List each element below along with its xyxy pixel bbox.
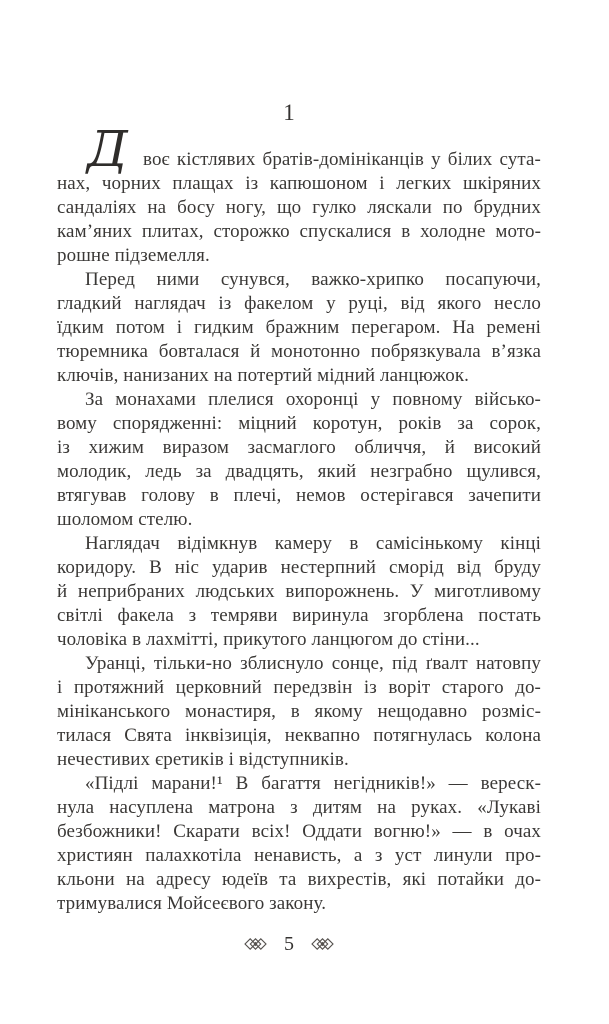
paragraph xyxy=(57,120,541,268)
diamond-ornament-icon xyxy=(244,937,267,951)
text-line: шоломом стелю. xyxy=(57,509,193,530)
text-line: Наглядач відімкнув камеру в самісінькому кінці xyxy=(85,533,541,554)
drop-cap-letter: Д xyxy=(87,120,128,178)
chapter-number: 1 xyxy=(283,100,295,125)
paragraph xyxy=(57,532,541,652)
text-line: гладкий наглядач із факелом у руці, від якого несло xyxy=(57,293,541,314)
text-line: християн палахкотіла ненависть, а з уст линули про- xyxy=(57,845,541,866)
text-line: чоловіка в лахмітті, прикутого ланцюгом до стіни... xyxy=(57,629,480,650)
text-line: тюремника бовталася й монотонно побрязкувала в’язка xyxy=(57,341,541,362)
paragraph xyxy=(57,772,541,916)
text-line: воє кістлявих братів-домініканців у білих сута- xyxy=(143,149,541,170)
text-line: нах, чорних плащах із капюшоном і легких шкіряних xyxy=(57,173,541,194)
text-line: їдким потом і гидким бражним перегаром. На ремені xyxy=(57,317,541,338)
paragraph xyxy=(57,268,541,388)
text-block xyxy=(57,120,541,916)
text-line: Уранці, тільки-но зблиснуло сонце, під ґвалт натовпу xyxy=(85,653,541,674)
text-line: і протяжний церковний передзвін із воріт старого до- xyxy=(57,677,541,698)
text-line: тилася Свята інквізиція, неквапно потягнулась колона xyxy=(57,725,541,746)
text-line: нечестивих єретиків і відступників. xyxy=(57,749,349,770)
text-line: молодик, ледь за двадцять, який незграбно щулився, xyxy=(57,461,541,482)
text-line: світлі факела з темряви виринула згорблена постать xyxy=(57,605,541,626)
text-line: й неприбраних людських випорожнень. У миготливому xyxy=(57,581,541,602)
text-line: втягував голову в плечі, немов остерігався зачепити xyxy=(57,485,541,506)
paragraph xyxy=(57,388,541,532)
text-line: коридору. В ніс ударив нестерпний сморід від бруду xyxy=(57,557,541,578)
text-line: сандаліях на босу ногу, що гулко ляскали по брудних xyxy=(57,197,541,218)
text-line: із хижим виразом засмаглого обличчя, й високий xyxy=(57,437,541,458)
page-footer xyxy=(57,932,521,956)
text-line: кам’яних плитах, сторожко спускалися в холодне мото- xyxy=(57,221,541,242)
diamond-ornament-icon xyxy=(311,937,334,951)
page-number: 5 xyxy=(284,933,294,955)
text-line: безбожники! Скарати всіх! Оддати вогню!» — в очах xyxy=(57,821,541,842)
text-line: ключів, нанизаних на потертий мідний ланцюжок. xyxy=(57,365,470,386)
text-line: кльони на адресу юдеїв та вихрестів, які потайки до- xyxy=(57,869,541,890)
text-line: Перед ними сунувся, важко-хрипко посапуючи, xyxy=(85,269,541,290)
text-line: «Підлі марани!¹ В багаття негідників!» — вереск- xyxy=(85,773,541,794)
text-line: тримувалися Мойсеєвого закону. xyxy=(57,893,327,914)
paragraph xyxy=(57,652,541,772)
text-line: вому спорядженні: міцний коротун, років за сорок, xyxy=(57,413,541,434)
text-line: нула насуплена матрона з дитям на руках. «Лукаві xyxy=(57,797,541,818)
text-line: За монахами плелися охоронці у повному військо- xyxy=(85,389,541,410)
text-line: мініканського монастиря, в якому нещодавно розміс- xyxy=(57,701,541,722)
text-line: рошне підземелля. xyxy=(57,245,210,266)
